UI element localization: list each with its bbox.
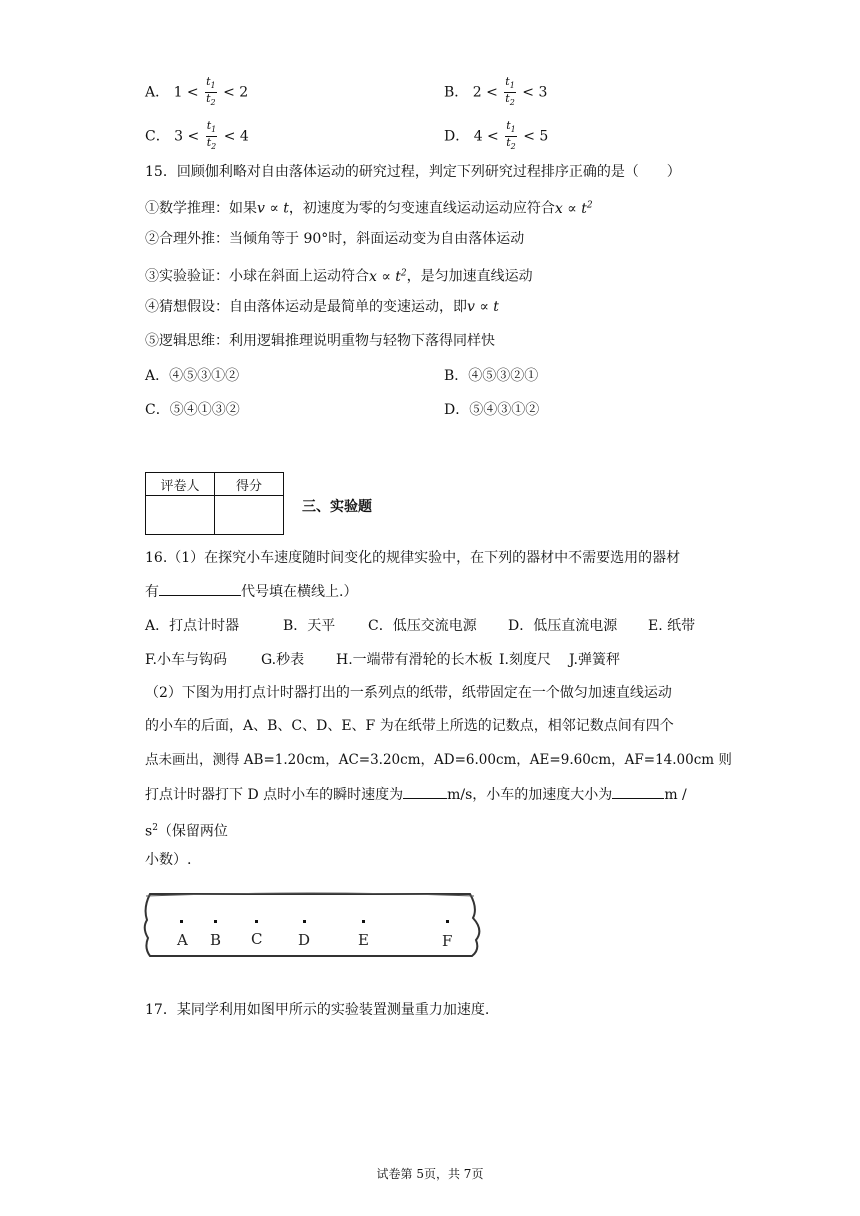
q14-option-c [145,120,249,153]
tape-label-d: D [298,931,311,949]
tape-dot-b [214,920,217,923]
math-v-prop-t: v ∝ t [257,200,289,217]
option-letter: C． [145,128,170,145]
math-v-prop-t: v ∝ t [467,299,499,315]
item: C．低压交流电源 [368,618,477,634]
item: E. 纸带 [648,618,696,634]
tape-dot-c [255,920,258,923]
q16-part2-line2: 的小车的后面，A、B、C、D、E、F 为在纸带上所选的记数点，相邻记数点间有四个 [145,718,674,734]
tape-label-e: E [358,931,369,949]
ineq-left: 4 < [473,128,499,145]
q15-option-c: C．⑤④①③② [145,402,240,418]
tape-dot-d [303,920,306,923]
q14-option-d [444,120,548,153]
option-letter: D． [444,128,470,145]
q15-step-2: ②合理外推：当倾角等于 90°时，斜面运动变为自由落体运动 [145,231,525,247]
q15-option-d: D．⑤④③①② [444,402,540,418]
fraction-t1-t2: $\frac{t_1}{t_2}$ [506,119,516,152]
tape-label-c: C [251,930,263,948]
answer-blank [159,581,241,596]
tape-dots [180,920,449,923]
tape-dot-a [180,920,183,923]
math-x-prop-t2: $x \propto t^2$ [369,268,407,285]
q16-items-row2 [145,649,620,669]
ineq-right: < 3 [522,84,548,101]
item: A．打点计时器 [145,618,240,634]
section-title: 三、实验题 [302,499,372,515]
q15-option-a: A．④⑤③①② [145,368,240,384]
page-footer: 试卷第 5页，共 7页 [376,1167,484,1181]
answer-blank [612,784,664,799]
paper-tape-figure [140,888,490,960]
fraction-t1-t2: $\frac{t_1}{t_2}$ [505,75,515,108]
item: B．天平 [283,618,336,634]
q15-stem: 15．回顾伽利略对自由落体运动的研究过程，判定下列研究过程排序正确的是（ ） [145,164,681,180]
q16-part2-line6: 小数）. [145,852,192,868]
math-x-prop-t2: $x \propto t^2$ [554,200,593,217]
item: H.一端带有滑轮的长木板 [336,652,493,668]
q16-part2-line4: 打点计时器打下 D 点时小车的瞬时速度为 m/s，小车的加速度大小为 m / [145,784,687,805]
ineq-left: 1 < [173,84,199,101]
q15-step-5: ⑤逻辑思维：利用逻辑推理说明重物与轻物下落得同样快 [145,333,495,349]
ineq-left: 2 < [472,84,498,101]
q14-option-b [444,76,547,109]
item: I.刻度尺 [499,652,551,668]
score-table [145,472,284,535]
q15-step-4: ④猜想假设：自由落体运动是最简单的变速运动，即v ∝ t [145,299,499,315]
tape-dot-e [362,920,365,923]
option-letter: B． [444,84,469,101]
item: D．低压直流电源 [508,618,618,634]
q16-part2-line3: 点未画出，测得 AB=1.20cm，AC=3.20cm，AD=6.00cm，AE=9.60cm，AF=14.00cm 则 [145,752,732,768]
ineq-right: < 5 [523,128,549,145]
q16-items-row1 [145,615,695,635]
item: J.弹簧秤 [569,652,620,668]
option-letter: A． [145,84,170,101]
q14-option-a [145,76,248,109]
tape-label-a: A [177,931,188,949]
ineq-right: < 2 [223,84,249,101]
answer-blank [403,784,447,799]
tape-outline [145,894,480,956]
q17-stem: 17．某同学利用如图甲所示的实验装置测量重力加速度. [145,1002,490,1018]
ineq-left: 3 < [174,128,200,145]
score-header: 得分 [215,473,284,496]
tape-label-f: F [442,932,453,950]
grader-cell [146,496,215,535]
q16-part2-line1: （2）下图为用打点计时器打出的一系列点的纸带，纸带固定在一个做匀加速直线运动 [145,685,672,701]
q16-part2-line5: $s^2$（保留两位 [145,823,228,840]
grader-header: 评卷人 [146,473,215,496]
q16-part1-line1: 16.（1）在探究小车速度随时间变化的规律实验中，在下列的器材中不需要选用的器材 [145,550,681,566]
tape-dot-f [446,920,449,923]
item: G.秒表 [261,652,305,668]
ineq-right: < 4 [223,128,249,145]
q15-step-1: ①数学推理：如果v ∝ t，初速度为零的匀变速直线运动运动应符合$x \propto t^2$ [145,200,593,217]
score-cell [215,496,284,535]
fraction-t1-t2: $\frac{t_1}{t_2}$ [206,75,216,108]
q15-option-b: B．④⑤③②① [444,368,539,384]
q15-step-3: ③实验验证：小球在斜面上运动符合$x \propto t^2$，是匀加速直线运动 [145,268,533,285]
fraction-t1-t2: $\frac{t_1}{t_2}$ [206,119,217,152]
item: F.小车与钩码 [145,652,227,668]
q16-part1-line2: 有 代号填在横线上.） [145,581,357,602]
tape-label-b: B [210,931,222,949]
